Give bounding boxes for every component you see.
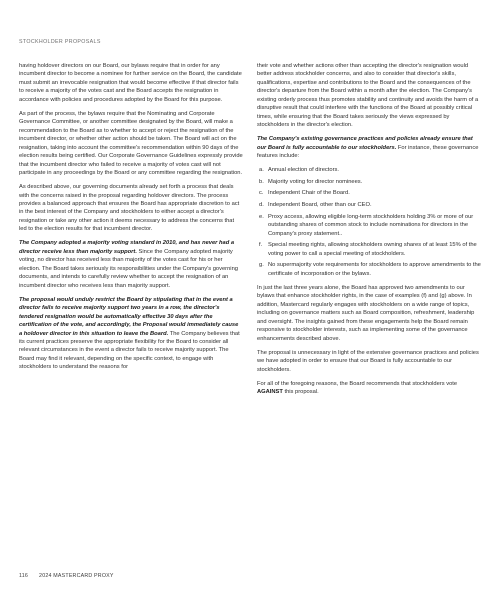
list-item — [257, 261, 481, 278]
list-item-text: Annual election of directors. — [268, 167, 339, 174]
list-marker: c. — [259, 190, 264, 197]
paragraph: As described above, our governing documents already set forth a process that deals with the concerns raised in the proposal regarding holdover directors. The process provides a balanced approach that ensures the Board has appropriate discretion to act in the best interest of the Company and stockholders to either accept a director's resignation or take any other action it deems necessary to address the concerns that led to the election results for that incumbent director. — [19, 184, 240, 233]
paragraph: having holdover directors on our Board, our bylaws require that in order for any incumbent director to become a nominee for further service on the Board, the candidate must submit an irrevocable resignation that would become effective if that director fails to receive a majority of the votes cast and the Board accepts the resignation in accordance with policies and procedures adopted by the Board for this purpose. — [19, 63, 242, 103]
list-marker: e. — [259, 213, 264, 220]
paragraph-body: For all of the foregoing reasons, the Board recommends that stockholders vote — [257, 380, 458, 387]
page-number: 116 — [19, 573, 29, 579]
recommendation-paragraph — [257, 380, 481, 397]
list-item — [257, 213, 481, 238]
list-item — [257, 189, 481, 197]
paragraph: The proposal is unnecessary in light of the extensive governance practices and policies we have adopted in order to ensure that our Board is fully accountable to our stockholders. — [257, 349, 479, 373]
list-item-text: Independent Chair of the Board. — [268, 190, 350, 197]
list-marker: g. — [259, 262, 264, 269]
paragraph — [257, 135, 481, 160]
list-item — [257, 201, 481, 209]
list-item — [257, 241, 481, 258]
page-footer — [19, 573, 114, 579]
list-item — [257, 166, 481, 174]
list-marker: f. — [259, 242, 263, 249]
paragraph: As part of the process, the bylaws require that the Nominating and Corporate Governance Committee, or another committee designated by the Board, will make a recommendation to the Board as to whether to accept or reject the resignation of the incumbent director, or whether other action should be taken. The Board will act on the resignation, taking into account the committee's recommendation within 90 days of the election results being certified. Our Corporate Governance Guidelines expressly provide that the incumbent director who failed to receive a majority of votes cast will not participate in any proceedings by the Board or any committee regarding the resignation. — [19, 110, 243, 177]
list-item-text: Proxy access, allowing eligible long-term stockholders holding 3% or more of our outstanding shares of common stock to include nominations for directors in the Company's proxy statement.. — [268, 213, 474, 237]
list-marker: b. — [259, 178, 264, 185]
list-item-text: Independent Board, other than our CEO. — [268, 202, 372, 209]
list-item-text: Majority voting for director nominees. — [268, 178, 363, 185]
paragraph — [19, 239, 243, 290]
list-marker: d. — [259, 202, 264, 209]
paragraph-body: The Company believes that its current practices preserve the appropriate flexibility for the Board to consider all relevant circumstances in the event a director fails to receive majority support. The Board may find it relevant, depending on the specific context, to engage with stockholders to understand the reasons for — [19, 330, 240, 371]
list-item-text: Special meeting rights, allowing stockholders owning shares of at least 15% of the voting power to call a special meeting of stockholders. — [268, 242, 477, 257]
section-header: STOCKHOLDER PROPOSALS — [19, 39, 101, 45]
left-column — [19, 62, 243, 377]
list-item-text: No supermajority vote requirements for stockholders to approve amendments to the certificate of incorporation or the bylaws. — [268, 262, 481, 277]
list-marker: a. — [259, 167, 264, 174]
governance-features-list — [257, 166, 481, 278]
list-item — [257, 178, 481, 186]
paragraph: their vote and whether actions other than accepting the director's resignation would better address stockholder concerns, and also to consider that director's skills, qualifications, expertise and contributions to the Board and the consequences of the director's departure from the Board within a month after the election. The Company's existing orderly process thus promotes stability and continuity and avoids the harm of a disruptive result that could interfere with the functions of the Board at possibly critical times, while ensuring that the Board takes seriously the views expressed by stockholders in the director's election. — [257, 63, 479, 129]
paragraph-body: this proposal. — [282, 389, 319, 396]
vote-against-label: AGAINST — [257, 389, 283, 396]
emphasis-lead: The proposal would unduly restrict the Board by stipulating that in the event a director fails to receive majority support two years in a row, the director's tendered resignation would be automatically effective 30 days after the certification of the vote, and accordingly, the Proposal would immediately cause a holdover director in this situation to leave the Board. — [19, 296, 239, 337]
paragraph — [19, 296, 243, 372]
paragraph-body: For instance, these governance features include: — [257, 144, 479, 160]
paragraph: In just the last three years alone, the Board has approved two amendments to our bylaws that enhance stockholder rights, in the case of examples (f) and (g) above. In addition, Mastercard regularly engages with stockholders on a wide range of topics, including on governance matters such as Board composition, refreshment, leadership and oversight. The insights gained from these engagements help the Board remain responsive to stockholder interests, such as implementing some of the governance enhancements described above. — [257, 284, 475, 342]
emphasis-lead: The Company adopted a majority voting standard in 2010, and has never had a director receive less than majority support. — [19, 240, 235, 255]
document-title: 2024 MASTERCARD PROXY — [39, 573, 114, 579]
paragraph-body: Since the Company adopted majority voting, no director has received less than majority of the votes cast for his or her election. The Board takes seriously its responsibilities under the Company's governing documents, and intends to carefully review whether to accept the resignation of an incumbent director who receives less than majority support. — [19, 248, 238, 289]
right-column — [257, 62, 481, 402]
emphasis-lead: The Company's existing governance practices and policies already ensure that our Board is fully accountable to our stockholders. — [257, 136, 473, 151]
